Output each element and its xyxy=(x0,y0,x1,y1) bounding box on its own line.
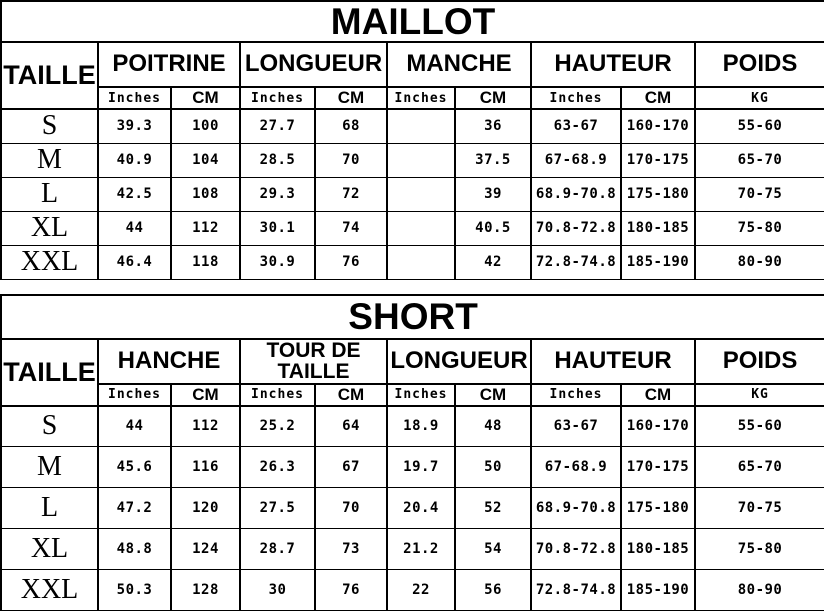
unit-header-cell: CM xyxy=(621,384,695,406)
table-row xyxy=(1,109,824,143)
unit-header-cell: KG xyxy=(695,87,824,109)
value-cell: 67-68.9 xyxy=(531,447,621,488)
value-cell: 28.5 xyxy=(240,143,315,177)
value-cell: 27.7 xyxy=(240,109,315,143)
value-cell xyxy=(387,211,455,245)
value-cell: 100 xyxy=(171,109,240,143)
value-cell: 72.8-74.8 xyxy=(531,245,621,279)
value-cell: 70.8-72.8 xyxy=(531,529,621,570)
value-cell: 160-170 xyxy=(621,406,695,447)
unit-header-row xyxy=(1,384,824,406)
value-cell: 104 xyxy=(171,143,240,177)
value-cell: 29.3 xyxy=(240,177,315,211)
value-cell xyxy=(387,109,455,143)
value-cell: 112 xyxy=(171,406,240,447)
value-cell: 42.5 xyxy=(98,177,171,211)
value-cell: 108 xyxy=(171,177,240,211)
value-cell: 70 xyxy=(315,143,387,177)
value-cell: 55-60 xyxy=(695,406,824,447)
value-cell: 70-75 xyxy=(695,177,824,211)
table-title: MAILLOT xyxy=(1,1,824,42)
table-row xyxy=(1,529,824,570)
group-header-manche: MANCHE xyxy=(387,42,531,87)
unit-header-cell: CM xyxy=(621,87,695,109)
unit-header-cell: Inches xyxy=(531,87,621,109)
maillot-size-table xyxy=(0,0,824,280)
value-cell: 75-80 xyxy=(695,529,824,570)
corner-header: TAILLE xyxy=(1,42,98,109)
table-separator xyxy=(0,280,824,294)
value-cell: 68 xyxy=(315,109,387,143)
unit-header-cell: KG xyxy=(695,384,824,406)
value-cell: 26.3 xyxy=(240,447,315,488)
value-cell: 185-190 xyxy=(621,570,695,611)
corner-header: TAILLE xyxy=(1,339,98,406)
group-header-longueur: LONGUEUR xyxy=(240,42,387,87)
value-cell: 30.9 xyxy=(240,245,315,279)
size-cell: XL xyxy=(1,211,98,245)
unit-header-cell: CM xyxy=(171,384,240,406)
value-cell: 47.2 xyxy=(98,488,171,529)
value-cell: 128 xyxy=(171,570,240,611)
value-cell: 180-185 xyxy=(621,211,695,245)
value-cell: 40.9 xyxy=(98,143,171,177)
unit-header-cell: Inches xyxy=(531,384,621,406)
value-cell: 44 xyxy=(98,406,171,447)
value-cell: 48.8 xyxy=(98,529,171,570)
value-cell: 50 xyxy=(455,447,531,488)
value-cell: 72 xyxy=(315,177,387,211)
value-cell: 170-175 xyxy=(621,447,695,488)
value-cell: 27.5 xyxy=(240,488,315,529)
unit-header-cell: Inches xyxy=(98,87,171,109)
value-cell: 36 xyxy=(455,109,531,143)
size-cell: XXL xyxy=(1,570,98,611)
value-cell: 124 xyxy=(171,529,240,570)
group-header-hanche: HANCHE xyxy=(98,339,240,384)
size-cell: L xyxy=(1,177,98,211)
value-cell: 68.9-70.8 xyxy=(531,488,621,529)
value-cell: 52 xyxy=(455,488,531,529)
value-cell xyxy=(387,245,455,279)
table-row xyxy=(1,488,824,529)
table-title-row xyxy=(1,1,824,42)
unit-header-cell: Inches xyxy=(387,87,455,109)
short-size-table xyxy=(0,294,824,612)
column-group-header-row xyxy=(1,339,824,384)
value-cell: 39.3 xyxy=(98,109,171,143)
value-cell: 67-68.9 xyxy=(531,143,621,177)
value-cell: 19.7 xyxy=(387,447,455,488)
size-cell: S xyxy=(1,406,98,447)
value-cell: 80-90 xyxy=(695,570,824,611)
value-cell: 80-90 xyxy=(695,245,824,279)
value-cell xyxy=(387,177,455,211)
value-cell: 18.9 xyxy=(387,406,455,447)
table-row xyxy=(1,177,824,211)
value-cell: 50.3 xyxy=(98,570,171,611)
value-cell: 40.5 xyxy=(455,211,531,245)
value-cell: 170-175 xyxy=(621,143,695,177)
value-cell: 22 xyxy=(387,570,455,611)
value-cell: 74 xyxy=(315,211,387,245)
unit-header-cell: Inches xyxy=(98,384,171,406)
value-cell: 72.8-74.8 xyxy=(531,570,621,611)
value-cell: 54 xyxy=(455,529,531,570)
size-cell: M xyxy=(1,143,98,177)
table-row xyxy=(1,570,824,611)
value-cell: 63-67 xyxy=(531,109,621,143)
value-cell: 55-60 xyxy=(695,109,824,143)
value-cell: 30.1 xyxy=(240,211,315,245)
group-header-hauteur: HAUTEUR xyxy=(531,339,695,384)
table-title-row xyxy=(1,295,824,339)
value-cell: 48 xyxy=(455,406,531,447)
value-cell: 175-180 xyxy=(621,177,695,211)
value-cell: 28.7 xyxy=(240,529,315,570)
table-row xyxy=(1,245,824,279)
value-cell xyxy=(387,143,455,177)
value-cell: 44 xyxy=(98,211,171,245)
value-cell: 42 xyxy=(455,245,531,279)
value-cell: 70-75 xyxy=(695,488,824,529)
size-cell: XL xyxy=(1,529,98,570)
value-cell: 20.4 xyxy=(387,488,455,529)
value-cell: 63-67 xyxy=(531,406,621,447)
value-cell: 39 xyxy=(455,177,531,211)
size-cell: XXL xyxy=(1,245,98,279)
unit-header-row xyxy=(1,87,824,109)
table-row xyxy=(1,406,824,447)
unit-header-cell: Inches xyxy=(240,87,315,109)
group-header-poids: POIDS xyxy=(695,42,824,87)
value-cell: 21.2 xyxy=(387,529,455,570)
value-cell: 67 xyxy=(315,447,387,488)
value-cell: 175-180 xyxy=(621,488,695,529)
value-cell: 112 xyxy=(171,211,240,245)
table-row xyxy=(1,447,824,488)
value-cell: 160-170 xyxy=(621,109,695,143)
unit-header-cell: CM xyxy=(171,87,240,109)
value-cell: 30 xyxy=(240,570,315,611)
value-cell: 118 xyxy=(171,245,240,279)
size-cell: L xyxy=(1,488,98,529)
unit-header-cell: CM xyxy=(315,87,387,109)
value-cell: 65-70 xyxy=(695,447,824,488)
table-row xyxy=(1,211,824,245)
value-cell: 45.6 xyxy=(98,447,171,488)
table-row xyxy=(1,143,824,177)
unit-header-cell: CM xyxy=(315,384,387,406)
value-cell: 116 xyxy=(171,447,240,488)
value-cell: 64 xyxy=(315,406,387,447)
value-cell: 65-70 xyxy=(695,143,824,177)
value-cell: 73 xyxy=(315,529,387,570)
value-cell: 37.5 xyxy=(455,143,531,177)
value-cell: 70 xyxy=(315,488,387,529)
table-title: SHORT xyxy=(1,295,824,339)
size-cell: M xyxy=(1,447,98,488)
group-header-tour-de-taille: TOUR DE TAILLE xyxy=(240,339,387,384)
value-cell: 68.9-70.8 xyxy=(531,177,621,211)
unit-header-cell: CM xyxy=(455,384,531,406)
column-group-header-row xyxy=(1,42,824,87)
unit-header-cell: Inches xyxy=(240,384,315,406)
value-cell: 120 xyxy=(171,488,240,529)
group-header-longueur: LONGUEUR xyxy=(387,339,531,384)
value-cell: 46.4 xyxy=(98,245,171,279)
unit-header-cell: CM xyxy=(455,87,531,109)
size-cell: S xyxy=(1,109,98,143)
value-cell: 76 xyxy=(315,245,387,279)
value-cell: 180-185 xyxy=(621,529,695,570)
value-cell: 76 xyxy=(315,570,387,611)
value-cell: 70.8-72.8 xyxy=(531,211,621,245)
group-header-poids: POIDS xyxy=(695,339,824,384)
value-cell: 75-80 xyxy=(695,211,824,245)
group-header-poitrine: POITRINE xyxy=(98,42,240,87)
value-cell: 56 xyxy=(455,570,531,611)
value-cell: 25.2 xyxy=(240,406,315,447)
value-cell: 185-190 xyxy=(621,245,695,279)
unit-header-cell: Inches xyxy=(387,384,455,406)
group-header-hauteur: HAUTEUR xyxy=(531,42,695,87)
